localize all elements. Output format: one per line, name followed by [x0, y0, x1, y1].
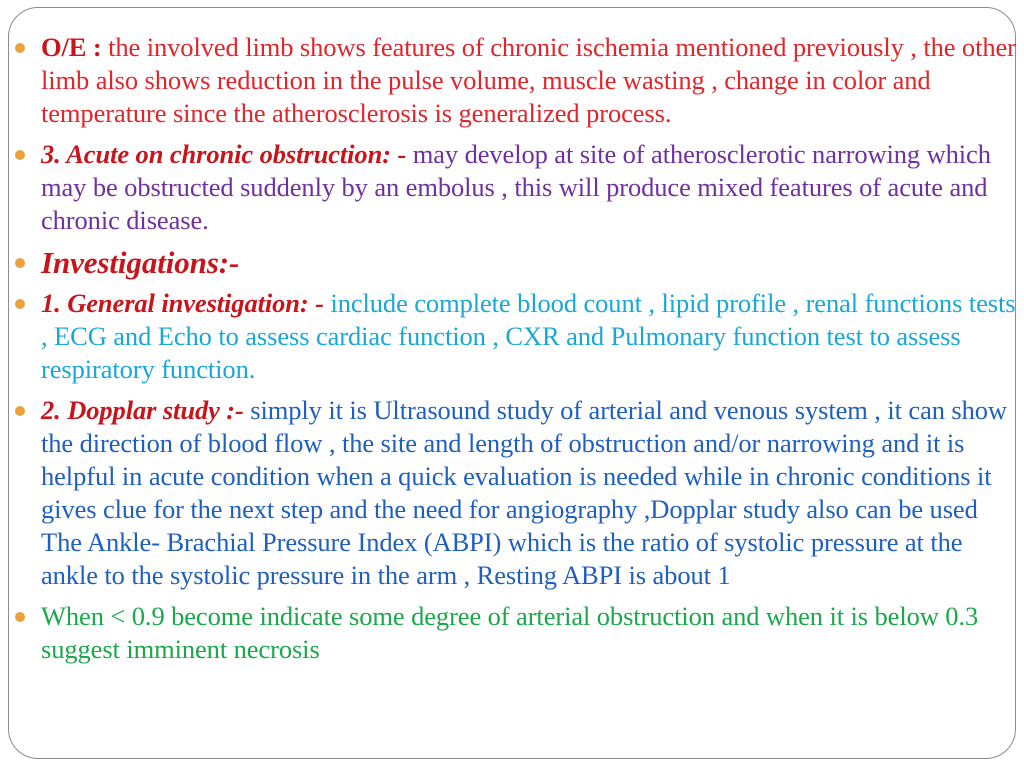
- bullet-acute-on-chronic: [0, 138, 1024, 237]
- bullet-lead: 2. Dopplar study :-: [41, 395, 251, 425]
- bullet-general-investigation: [0, 287, 1024, 386]
- bullet-dot-icon: [15, 150, 25, 160]
- slide-content: [0, 31, 1024, 666]
- bullet-dot-icon: [15, 299, 25, 309]
- bullet-lead: 1. General investigation: -: [41, 288, 331, 318]
- bullet-text: the involved limb shows features of chronic ischemia mentioned previously , the other limb also shows reduction in the pulse volume, muscle wasting , change in color and temperature since the atherosclerosis is generalized process.: [41, 32, 1016, 128]
- section-heading: Investigations:-: [41, 245, 240, 280]
- bullet-text: When < 0.9 become indicate some degree of arterial obstruction and when it is below 0.3 suggest imminent necrosis: [41, 601, 979, 664]
- bullet-text: include complete blood count , lipid profile , renal functions tests , ECG and Echo to assess cardiac function , CXR and Pulmonary function test to assess respiratory function.: [41, 288, 1016, 384]
- bullet-text: may develop at site of atherosclerotic narrowing which may be obstructed suddenly by an embolus , this will produce mixed features of acute and chronic disease.: [41, 139, 991, 235]
- bullet-text: simply it is Ultrasound study of arterial and venous system , it can show the direction of blood flow , the site and length of obstruction and/or narrowing and it is helpful in acute condition when a quick evaluation is needed while in chronic conditions it gives clue for the next step and the need for angiography ,Dopplar study also can be used The Ankle- Brachial Pressure Index (ABPI) which is the ratio of systolic pressure at the ankle to the systolic pressure in the arm , Resting ABPI is about 1: [41, 395, 1007, 590]
- bullet-lead: O/E :: [41, 32, 109, 62]
- bullet-oe: [0, 31, 1024, 130]
- bullet-dopplar-study: [0, 394, 1024, 592]
- bullet-dot-icon: [15, 406, 25, 416]
- bullet-abpi-threshold: [0, 600, 1024, 666]
- bullet-lead: 3. Acute on chronic obstruction: -: [41, 139, 413, 169]
- bullet-dot-icon: [15, 258, 25, 268]
- bullet-dot-icon: [15, 43, 25, 53]
- bullet-investigations-heading: [0, 245, 1024, 281]
- bullet-dot-icon: [15, 612, 25, 622]
